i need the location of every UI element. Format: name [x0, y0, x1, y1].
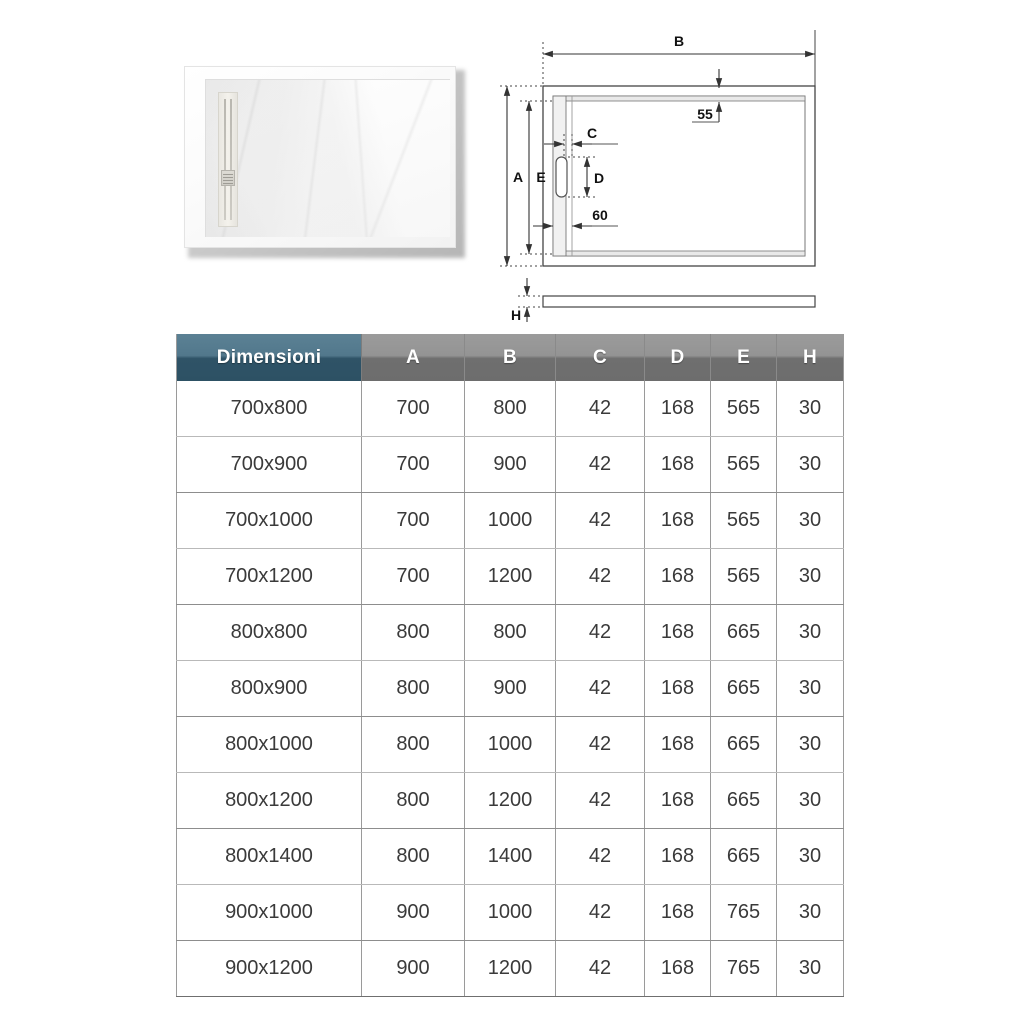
label-a: A	[512, 169, 524, 185]
cell-h: 30	[777, 829, 844, 885]
cell-h: 30	[777, 493, 844, 549]
technical-drawing	[500, 14, 850, 324]
cell-h: 30	[777, 437, 844, 493]
cell-b: 1200	[465, 941, 556, 997]
table-row	[177, 829, 844, 885]
table-header	[177, 334, 844, 381]
cell-c: 42	[556, 549, 645, 605]
cell-c: 42	[556, 493, 645, 549]
dimensions-table	[176, 334, 844, 997]
column-header-a: A	[362, 334, 465, 381]
cell-b: 1200	[465, 773, 556, 829]
cell-b: 800	[465, 605, 556, 661]
cell-e: 565	[711, 437, 777, 493]
label-55: 55	[697, 106, 713, 122]
tray-surface	[205, 79, 450, 237]
cell-e: 665	[711, 717, 777, 773]
cell-b: 900	[465, 661, 556, 717]
cell-a: 700	[362, 437, 465, 493]
cell-b: 1000	[465, 717, 556, 773]
table-header-row	[177, 334, 844, 381]
tray-edge-bottom	[553, 251, 805, 256]
cell-a: 800	[362, 605, 465, 661]
label-e: E	[536, 169, 546, 185]
cell-d: 168	[645, 717, 711, 773]
label-c: C	[586, 125, 598, 141]
cell-size: 700x800	[177, 381, 362, 437]
table-row	[177, 437, 844, 493]
table-row	[177, 605, 844, 661]
table-body	[177, 381, 844, 997]
cell-e: 765	[711, 941, 777, 997]
column-header-e: E	[711, 334, 777, 381]
shower-tray-body	[184, 66, 456, 248]
cell-a: 800	[362, 773, 465, 829]
cell-d: 168	[645, 549, 711, 605]
cell-d: 168	[645, 773, 711, 829]
tray-edge-top	[553, 96, 805, 101]
cell-a: 800	[362, 829, 465, 885]
drain-slot-left	[224, 99, 226, 220]
product-photo	[184, 66, 465, 258]
cell-size: 800x1200	[177, 773, 362, 829]
cell-e: 665	[711, 773, 777, 829]
cell-e: 565	[711, 549, 777, 605]
table-row	[177, 381, 844, 437]
cell-c: 42	[556, 829, 645, 885]
cell-size: 900x1200	[177, 941, 362, 997]
cell-e: 765	[711, 885, 777, 941]
cell-size: 800x1000	[177, 717, 362, 773]
cell-size: 700x900	[177, 437, 362, 493]
cell-b: 1400	[465, 829, 556, 885]
cell-d: 168	[645, 605, 711, 661]
cell-e: 665	[711, 605, 777, 661]
cell-c: 42	[556, 717, 645, 773]
cell-e: 665	[711, 661, 777, 717]
cell-d: 168	[645, 661, 711, 717]
cell-d: 168	[645, 885, 711, 941]
table-row	[177, 941, 844, 997]
cell-b: 900	[465, 437, 556, 493]
table-row	[177, 885, 844, 941]
cell-a: 800	[362, 661, 465, 717]
cell-d: 168	[645, 493, 711, 549]
column-header-h: H	[777, 334, 844, 381]
cell-h: 30	[777, 941, 844, 997]
linear-drain-channel	[218, 92, 238, 227]
cell-d: 168	[645, 381, 711, 437]
cell-size: 700x1000	[177, 493, 362, 549]
cell-e: 565	[711, 381, 777, 437]
label-b: B	[673, 33, 685, 49]
label-h: H	[510, 307, 522, 323]
cell-h: 30	[777, 381, 844, 437]
cell-size: 900x1000	[177, 885, 362, 941]
cell-b: 1000	[465, 493, 556, 549]
tray-side-view	[543, 296, 815, 307]
cell-h: 30	[777, 661, 844, 717]
cell-c: 42	[556, 773, 645, 829]
cell-size: 800x1400	[177, 829, 362, 885]
table-row	[177, 661, 844, 717]
cell-size: 800x800	[177, 605, 362, 661]
cell-size: 800x900	[177, 661, 362, 717]
cell-a: 900	[362, 885, 465, 941]
table-row	[177, 493, 844, 549]
table-row	[177, 773, 844, 829]
cell-a: 700	[362, 381, 465, 437]
cell-a: 700	[362, 549, 465, 605]
column-header-b: B	[465, 334, 556, 381]
cell-b: 1000	[465, 885, 556, 941]
cell-b: 800	[465, 381, 556, 437]
cell-e: 565	[711, 493, 777, 549]
label-d: D	[593, 170, 605, 186]
drawing-svg	[500, 14, 850, 324]
cell-d: 168	[645, 941, 711, 997]
cell-h: 30	[777, 885, 844, 941]
tray-inner-recess	[553, 96, 805, 256]
stone-texture-overlay	[206, 80, 450, 237]
cell-h: 30	[777, 549, 844, 605]
drain-outlet-oval	[556, 157, 567, 197]
table-row	[177, 717, 844, 773]
cell-a: 900	[362, 941, 465, 997]
drain-slot-right	[230, 99, 232, 220]
cell-c: 42	[556, 381, 645, 437]
table-row	[177, 549, 844, 605]
cell-c: 42	[556, 437, 645, 493]
cell-h: 30	[777, 773, 844, 829]
column-header-d: D	[645, 334, 711, 381]
cell-c: 42	[556, 885, 645, 941]
cell-e: 665	[711, 829, 777, 885]
label-60: 60	[592, 207, 608, 223]
cell-a: 800	[362, 717, 465, 773]
cell-h: 30	[777, 717, 844, 773]
cell-c: 42	[556, 941, 645, 997]
cell-a: 700	[362, 493, 465, 549]
cell-b: 1200	[465, 549, 556, 605]
cell-size: 700x1200	[177, 549, 362, 605]
column-header-dimensioni: Dimensioni	[177, 334, 362, 381]
cell-c: 42	[556, 605, 645, 661]
cell-d: 168	[645, 829, 711, 885]
cell-h: 30	[777, 605, 844, 661]
drain-grate-icon	[221, 170, 235, 186]
cell-c: 42	[556, 661, 645, 717]
cell-d: 168	[645, 437, 711, 493]
column-header-c: C	[556, 334, 645, 381]
